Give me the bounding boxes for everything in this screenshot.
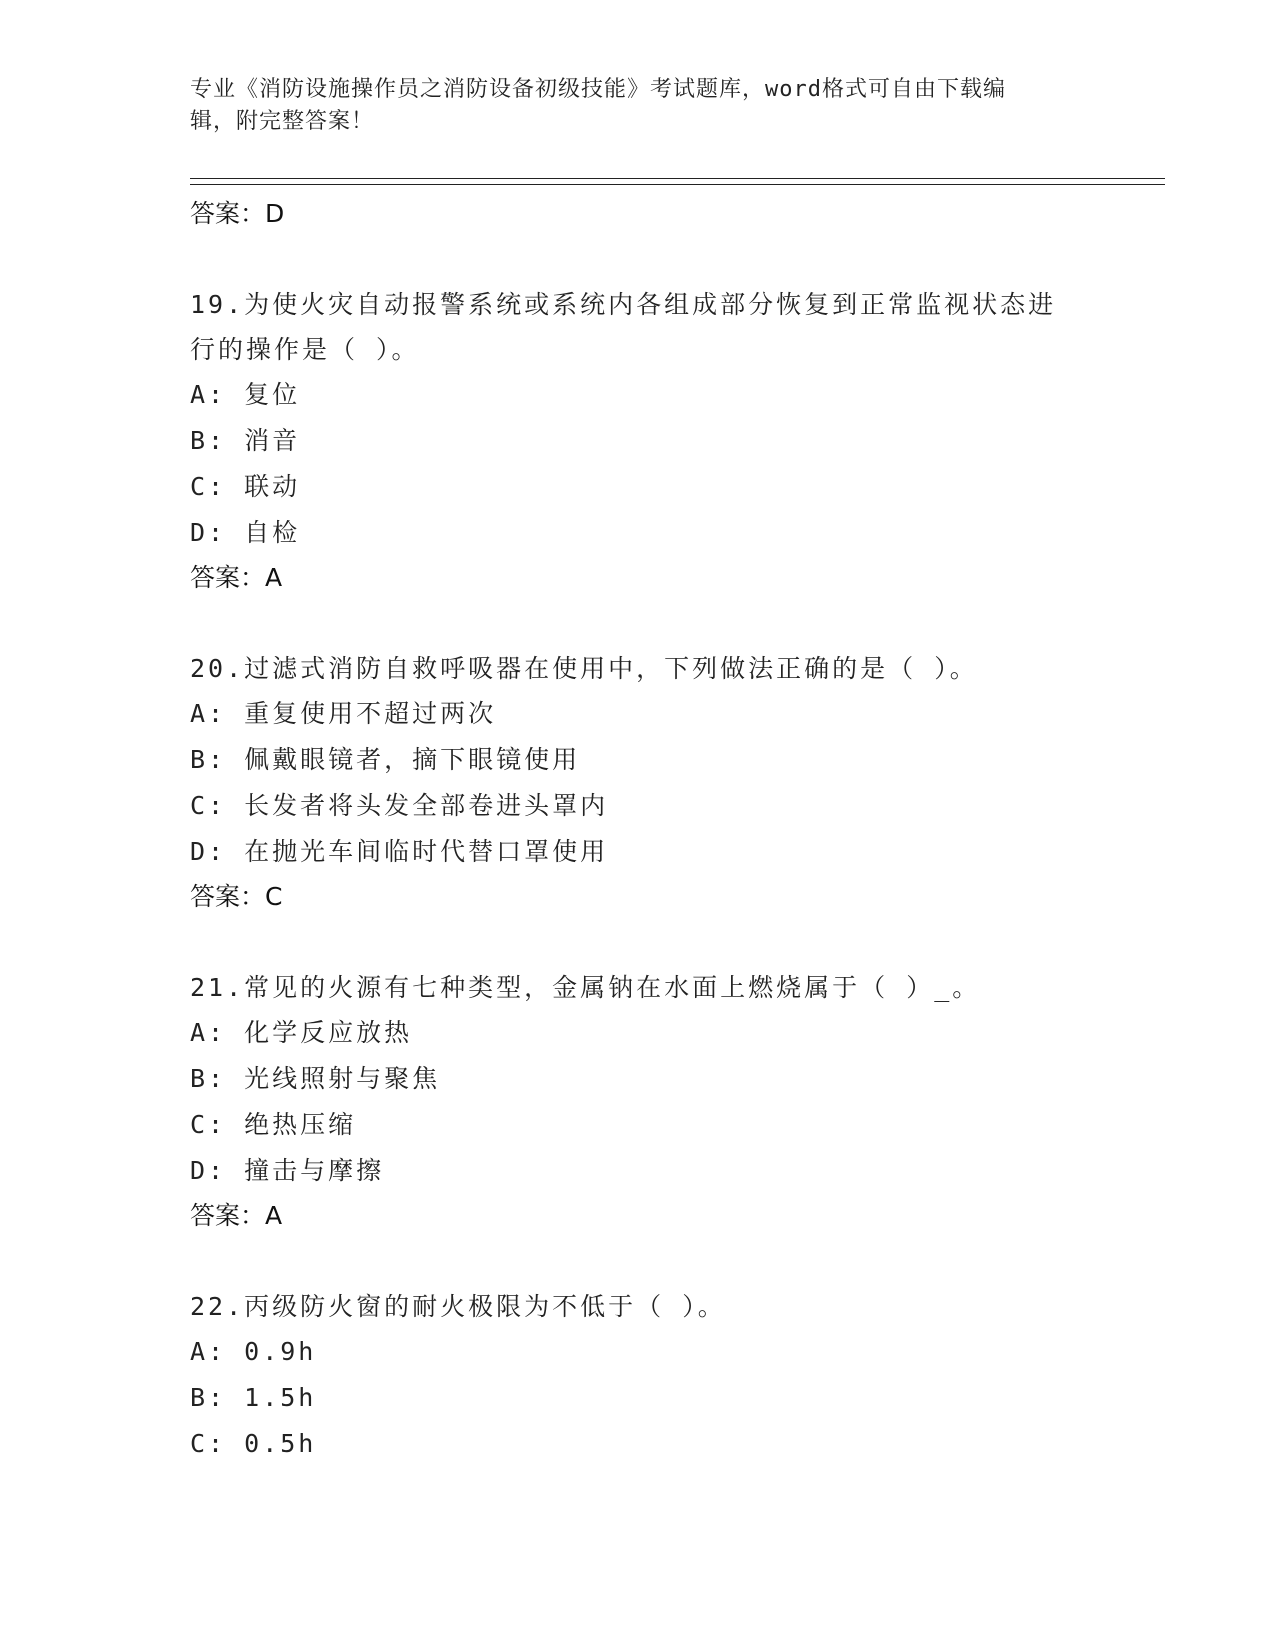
- question-text: 19.为使火灾自动报警系统或系统内各组成部分恢复到正常监视状态进: [190, 290, 1057, 319]
- question-text: 21.常见的火源有七种类型，金属钠在水面上燃烧属于（ ）_。: [190, 973, 981, 1002]
- option-key: D:: [190, 518, 245, 547]
- option-key: B:: [190, 1064, 245, 1093]
- option-key: C:: [190, 472, 245, 501]
- option-key: C:: [190, 1429, 245, 1458]
- option-key: A:: [190, 699, 245, 728]
- option-key: A:: [190, 1337, 245, 1366]
- answer-line: 答案：A: [190, 563, 283, 592]
- option-text: 长发者将头发全部卷进头罩内: [244, 791, 609, 820]
- question-text: 22.丙级防火窗的耐火极限为不低于（ ）。: [190, 1292, 726, 1321]
- option-text: 1.5h: [244, 1383, 317, 1412]
- option-text: 自检: [244, 518, 301, 547]
- document-header: [190, 74, 1090, 138]
- answer-line: 答案：C: [190, 882, 283, 911]
- option-b: [190, 737, 1090, 783]
- option-text: 化学反应放热: [244, 1018, 413, 1047]
- option-a: [190, 691, 1090, 737]
- option-text: 0.9h: [244, 1337, 317, 1366]
- option-b: [190, 418, 1090, 464]
- question-text: 20.过滤式消防自救呼吸器在使用中，下列做法正确的是（ ）。: [190, 654, 978, 683]
- option-text: 光线照射与聚焦: [244, 1064, 441, 1093]
- header-line-2: 辑，附完整答案！: [190, 109, 375, 134]
- option-b: [190, 1375, 1090, 1421]
- option-text: 佩戴眼镜者，摘下眼镜使用: [244, 745, 581, 774]
- answer-line: 答案：A: [190, 1201, 283, 1230]
- option-a: [190, 372, 1090, 418]
- option-d: [190, 1148, 1090, 1194]
- option-d: [190, 829, 1090, 875]
- option-key: C:: [190, 791, 245, 820]
- option-b: [190, 1056, 1090, 1102]
- option-text: 联动: [244, 472, 301, 501]
- option-key: B:: [190, 745, 245, 774]
- question-list: [190, 192, 1090, 1467]
- header-divider-top: [190, 178, 1165, 179]
- option-c: [190, 1102, 1090, 1148]
- option-text: 复位: [244, 380, 301, 409]
- option-key: B:: [190, 426, 245, 455]
- header-divider-bottom: [190, 184, 1165, 185]
- option-d: [190, 510, 1090, 556]
- header-line-1: 专业《消防设施操作员之消防设备初级技能》考试题库，word格式可自由下载编: [190, 77, 1006, 102]
- option-text: 绝热压缩: [244, 1110, 357, 1139]
- option-a: [190, 1329, 1090, 1375]
- option-c: [190, 783, 1090, 829]
- option-c: [190, 464, 1090, 510]
- option-text: 消音: [244, 426, 301, 455]
- answer-line: 答案：D: [190, 199, 285, 228]
- option-text: 撞击与摩擦: [244, 1156, 385, 1185]
- option-key: A:: [190, 1018, 245, 1047]
- option-key: D:: [190, 1156, 245, 1185]
- question-19: [190, 282, 1090, 600]
- question-21: [190, 965, 1090, 1238]
- question-text-continued: 行的操作是（ ）。: [190, 335, 420, 364]
- question-20: [190, 646, 1090, 919]
- option-text: 重复使用不超过两次: [244, 699, 497, 728]
- option-c: [190, 1421, 1090, 1467]
- option-key: D:: [190, 837, 245, 866]
- question-22: [190, 1284, 1090, 1467]
- option-text: 0.5h: [244, 1429, 317, 1458]
- option-key: B:: [190, 1383, 245, 1412]
- option-a: [190, 1010, 1090, 1056]
- option-text: 在抛光车间临时代替口罩使用: [244, 837, 609, 866]
- option-key: C:: [190, 1110, 245, 1139]
- option-key: A:: [190, 380, 245, 409]
